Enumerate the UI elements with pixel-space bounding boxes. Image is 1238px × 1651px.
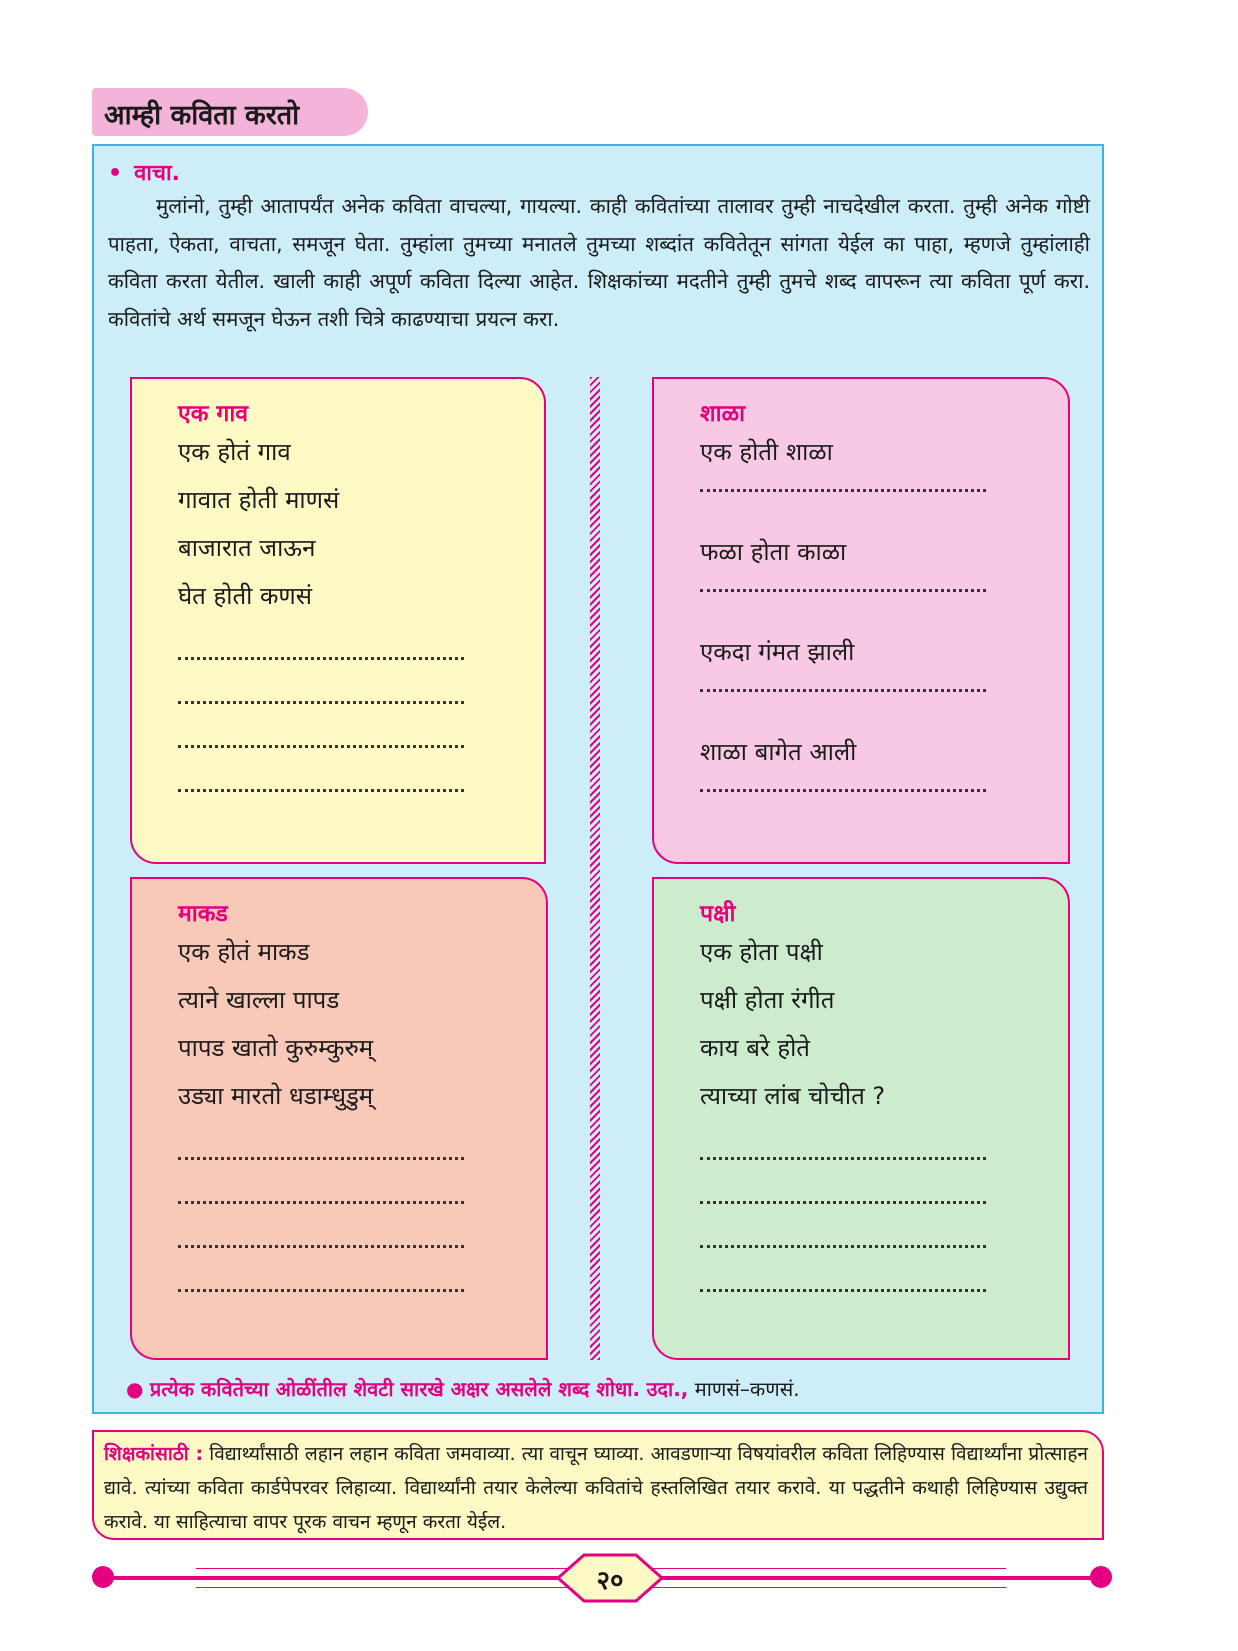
footer-dot-icon	[1090, 1566, 1112, 1588]
blank-line[interactable]	[178, 745, 464, 748]
blank-line[interactable]	[178, 701, 464, 704]
poem-line: फळा होता काळा	[700, 538, 847, 566]
poem-line: एक होतं गाव	[178, 438, 291, 466]
poem-card-bird	[652, 877, 1070, 1360]
page-number: २०	[596, 1566, 624, 1596]
blank-line[interactable]	[700, 1245, 986, 1248]
poem-line: पक्षी होता रंगीत	[700, 986, 835, 1014]
teacher-note-label: शिक्षकांसाठी :	[104, 1443, 204, 1465]
poem-line: काय बरे होते	[700, 1034, 810, 1062]
poem-line: घेत होती कणसं	[178, 582, 312, 610]
poem-title: एक गाव	[178, 401, 249, 427]
poem-line: एक होता पक्षी	[700, 938, 823, 966]
bullet-icon: ●	[126, 1377, 144, 1401]
read-heading	[108, 157, 180, 187]
poem-line: बाजारात जाऊन	[178, 534, 316, 562]
teacher-note-box	[92, 1430, 1104, 1540]
footer-dot-icon	[92, 1566, 114, 1588]
poem-line: पापड खातो कुरुम्कुरुम्	[178, 1034, 374, 1062]
blank-line[interactable]	[178, 1289, 464, 1292]
teacher-note-text: विद्यार्थ्यांसाठी लहान लहान कविता जमवाव्या. त्या वाचून घ्याव्या. आवडणाऱ्या विषयांवरील कविता लिहिण्यास विद्यार्थ्यांना प्रोत्साहन द्यावे. त्यांच्या कविता कार्डपेपरवर लिहाव्या. विद्यार्थ्यांनी तयार केलेल्या कवितांचे हस्तलिखित तयार करावे. या पद्धतीने कथाही लिहिण्यास उद्युक्त करावे. या साहित्याचा वापर पूरक वाचन म्हणून करता येईल.	[104, 1443, 1088, 1533]
blank-line[interactable]	[700, 1157, 986, 1160]
poem-line: गावात होती माणसं	[178, 486, 340, 514]
blank-line[interactable]	[700, 689, 986, 692]
intro-paragraph: मुलांनो, तुम्ही आतापर्यंत अनेक कविता वाचल्या, गायल्या. काही कवितांच्या तालावर तुम्ही नाचदेखील करता. तुम्ही अनेक गोष्टी पाहता, ऐकता, वाचता, समजून घेता. तुम्हांला तुमच्या मनातले तुमच्या शब्दांत कवितेतून सांगता येईल का पाहा, म्हणजे तुम्हांलाही कविता करता येतील. खाली काही अपूर्ण कविता दिल्या आहेत. शिक्षकांच्या मदतीने तुम्ही तुमचे शब्द वापरून त्या कविता पूर्ण करा. कवितांचे अर्थ समजून घेऊन तशी चित्रे काढण्याचा प्रयत्न करा.	[108, 194, 1090, 331]
poem-line: एक होतं माकड	[178, 938, 310, 966]
bullet-icon: •	[108, 161, 123, 186]
blank-line[interactable]	[700, 789, 986, 792]
poem-title: शाळा	[700, 401, 746, 427]
blank-line[interactable]	[178, 657, 464, 660]
example-words: माणसं–कणसं.	[694, 1377, 800, 1401]
blank-line[interactable]	[178, 1201, 464, 1204]
blank-line[interactable]	[700, 1201, 986, 1204]
poem-line: उड्या मारतो धडाम्धुडुम्	[178, 1082, 374, 1110]
poem-title: पक्षी	[700, 901, 736, 927]
rhyme-task-text: प्रत्येक कवितेच्या ओळींतील शेवटी सारखे अक्षर असलेले शब्द शोधा.	[149, 1377, 641, 1401]
page-title: आम्ही कविता करतो	[104, 100, 300, 131]
blank-line[interactable]	[178, 1157, 464, 1160]
poem-card-school	[652, 377, 1070, 864]
poem-line: त्याच्या लांब चोचीत ?	[700, 1082, 886, 1110]
rhyme-task	[126, 1375, 800, 1402]
blank-line[interactable]	[700, 1289, 986, 1292]
poem-line: शाळा बागेत आली	[700, 738, 857, 766]
blank-line[interactable]	[700, 489, 986, 492]
blank-line[interactable]	[178, 1245, 464, 1248]
poem-card-monkey	[130, 877, 548, 1360]
poem-line: एकदा गंमत झाली	[700, 638, 855, 666]
blank-line[interactable]	[700, 589, 986, 592]
poem-line: एक होती शाळा	[700, 438, 833, 466]
read-heading-label: वाचा.	[134, 161, 181, 186]
poem-line: त्याने खाल्ला पापड	[178, 986, 340, 1014]
blank-line[interactable]	[178, 789, 464, 792]
teacher-note	[104, 1437, 1088, 1539]
poem-card-village	[130, 377, 546, 864]
column-divider	[590, 377, 600, 1360]
title-tab	[92, 88, 368, 136]
poem-title: माकड	[178, 901, 228, 927]
example-label: उदा.,	[646, 1377, 689, 1401]
